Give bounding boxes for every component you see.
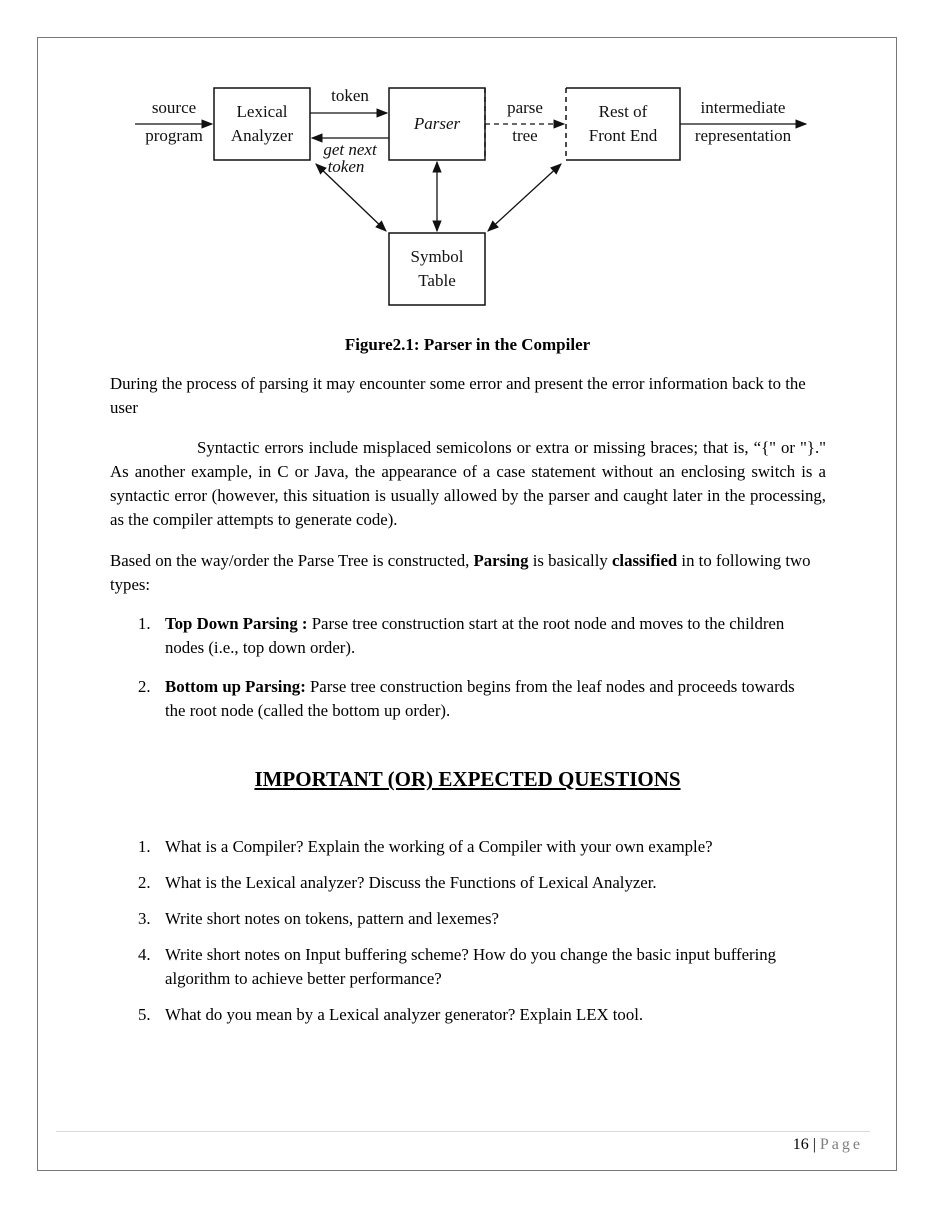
p3-text-1: Based on the way/order the Parse Tree is constructed, xyxy=(110,551,474,570)
list-number: 1. xyxy=(138,837,151,856)
token-label: token xyxy=(331,86,369,105)
list-number: 2. xyxy=(138,873,151,892)
paragraph-parsing-errors: During the process of parsing it may encounter some error and present the error information back to the user xyxy=(110,374,806,417)
list-number: 4. xyxy=(138,945,151,964)
footer-separator: | xyxy=(808,1136,820,1153)
get-next-token-label: token xyxy=(327,157,365,176)
list-item-text: What is a Compiler? Explain the working of a Compiler with your own example? xyxy=(165,837,713,856)
list-item-title: Top Down Parsing : xyxy=(165,614,308,633)
list-item xyxy=(110,675,810,723)
parsing-types-list xyxy=(110,612,810,723)
list-item xyxy=(110,612,810,660)
footer-divider xyxy=(56,1131,870,1132)
list-item-title: Bottom up Parsing: xyxy=(165,677,306,696)
questions-list xyxy=(110,835,810,1027)
get-next-label: get next xyxy=(323,140,377,159)
list-item xyxy=(110,907,810,931)
p3-text-3: in to following two types: xyxy=(110,551,811,594)
list-item-text: Parse tree construction begins from the leaf nodes and proceeds towards the root node (called the bottom up order). xyxy=(165,677,795,720)
rest-of-front-end-box xyxy=(566,88,680,160)
list-item xyxy=(110,943,810,991)
parse-label: parse xyxy=(507,98,543,117)
rest-of-front-end-label-2: Front End xyxy=(588,126,658,145)
parser-label: Parser xyxy=(413,114,461,133)
program-label: program xyxy=(145,126,203,145)
section-heading: IMPORTANT (OR) EXPECTED QUESTIONS xyxy=(254,767,681,791)
p3-bold-parsing: Parsing xyxy=(473,551,529,570)
frontend-symtab-arrow xyxy=(488,164,561,231)
symbol-table-label-2: Table xyxy=(418,271,456,290)
list-item-text: What do you mean by a Lexical analyzer generator? Explain LEX tool. xyxy=(165,1005,644,1024)
rest-of-front-end-label-1: Rest of xyxy=(598,102,648,121)
lexical-analyzer-label-1: Lexical xyxy=(236,102,288,121)
p3-bold-classified: classified xyxy=(611,551,678,570)
page-footer xyxy=(793,1136,863,1154)
figure-caption: Figure2.1: Parser in the Compiler xyxy=(344,335,591,354)
list-item-text: Parse tree construction start at the root node and moves to the children nodes (i.e., top down order). xyxy=(165,614,785,657)
paragraph-syntactic-errors: Syntactic errors include misplaced semicolons or extra or missing braces; that is, “{" or "}." As another example, in C or Java, the appearance of a case statement without an enclosing switch is a syntactic error (however, this situation is usually allowed by the parser and caught later in the processing, as the compiler attempts to generate code). xyxy=(110,438,826,529)
list-number: 5. xyxy=(138,1005,151,1024)
representation-label: representation xyxy=(694,126,792,145)
page-word: Page xyxy=(819,1136,863,1153)
list-item-text: Write short notes on Input buffering scheme? How do you change the basic input buffering algorithm to achieve better performance? xyxy=(165,945,777,988)
parser-diagram xyxy=(0,0,935,320)
list-item xyxy=(110,871,810,895)
list-item-text: Write short notes on tokens, pattern and lexemes? xyxy=(165,909,499,928)
list-number: 2. xyxy=(138,677,151,696)
list-item xyxy=(110,835,810,859)
p3-text-2: is basically xyxy=(528,551,612,570)
page-number: 16 xyxy=(792,1136,809,1153)
source-label: source xyxy=(151,98,197,117)
list-item-text: What is the Lexical analyzer? Discuss the Functions of Lexical Analyzer. xyxy=(165,873,657,892)
lexical-analyzer-box xyxy=(214,88,310,160)
list-number: 3. xyxy=(138,909,151,928)
symbol-table-box xyxy=(389,233,485,305)
tree-label: tree xyxy=(512,126,538,145)
lexical-analyzer-label-2: Analyzer xyxy=(230,126,294,145)
intermediate-label: intermediate xyxy=(700,98,786,117)
symbol-table-label-1: Symbol xyxy=(410,247,464,266)
list-number: 1. xyxy=(138,614,151,633)
list-item xyxy=(110,1003,810,1027)
paragraph-parsing-classified xyxy=(110,549,826,597)
